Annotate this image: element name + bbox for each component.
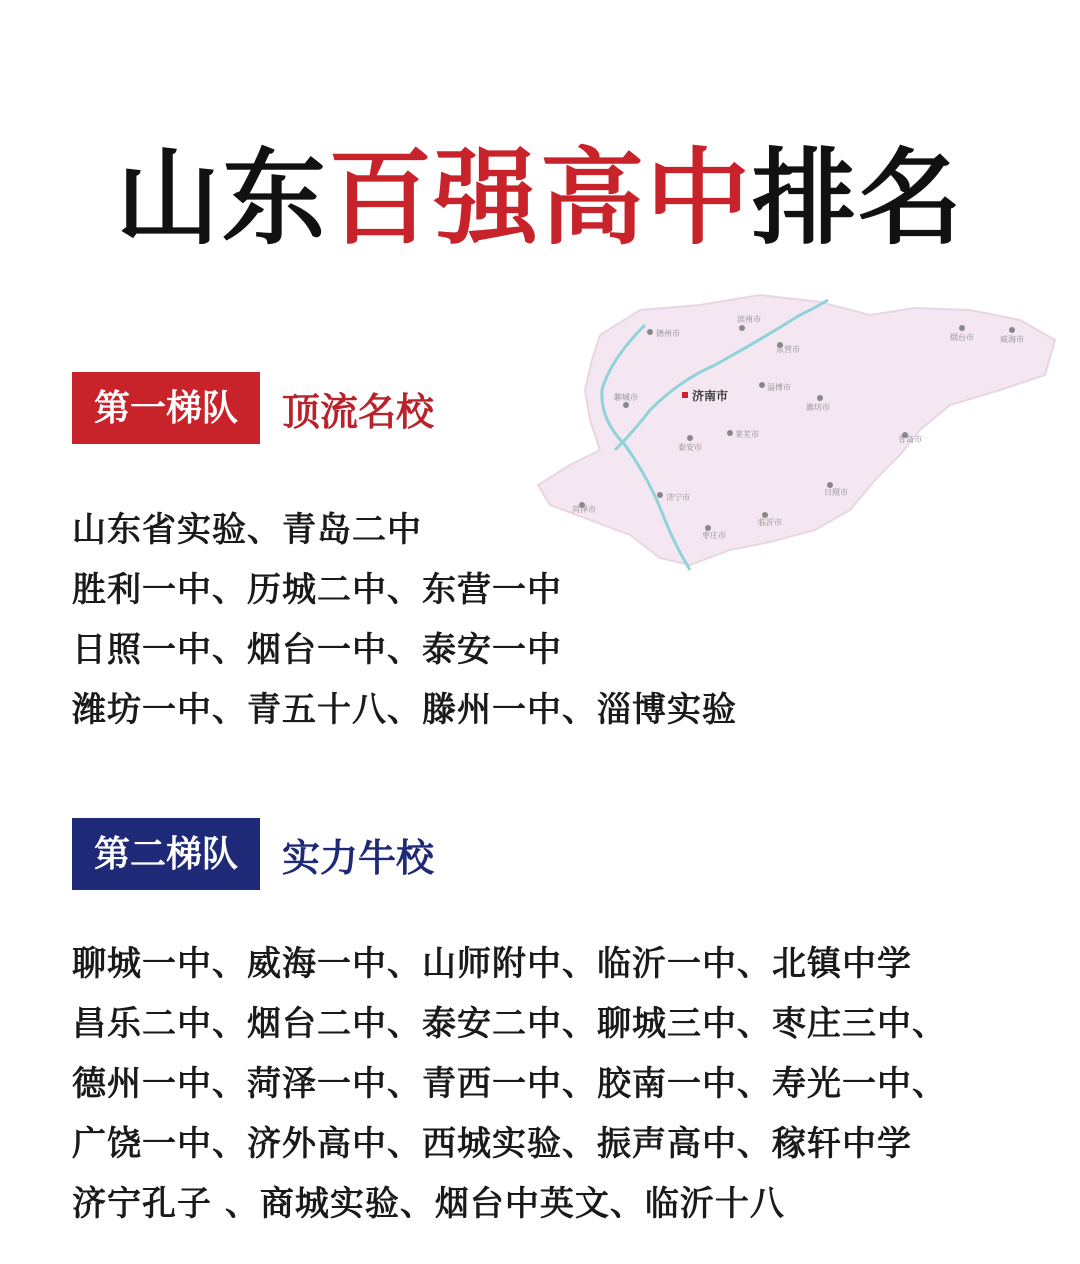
tier1-line: 胜利一中、历城二中、东营一中: [72, 570, 562, 610]
title-part-highlight: 百强高中: [327, 137, 752, 259]
city-label: 烟台市: [950, 333, 974, 342]
city-label: 聊城市: [614, 393, 638, 402]
tier2-line: 广饶一中、济外高中、西城实验、振声高中、稼轩中学: [72, 1124, 912, 1164]
city-label: 日照市: [824, 488, 848, 497]
city-label: 淄博市: [767, 383, 791, 392]
city-label: 济宁市: [666, 493, 690, 502]
city-label: 泰安市: [678, 443, 702, 452]
tier1-header: [72, 372, 434, 444]
tier1-subtitle: 顶流名校: [282, 388, 435, 434]
city-dot: [727, 430, 733, 436]
capital-marker: [682, 392, 688, 398]
city-dot: [687, 435, 693, 441]
tier2-school-list: [72, 934, 947, 1234]
city-dot: [959, 325, 965, 331]
tier2-badge: 第二梯队: [72, 818, 260, 890]
city-dot: [759, 382, 765, 388]
city-label: 滨州市: [737, 315, 761, 324]
city-label: 东营市: [776, 345, 800, 354]
tier1-line: 日照一中、烟台一中、泰安一中: [72, 630, 562, 670]
tier2-line: 济宁孔子 、商城实验、烟台中英文、临沂十八: [72, 1184, 785, 1224]
tier1-line: 潍坊一中、青五十八、滕州一中、淄博实验: [72, 690, 737, 730]
tier1-line: 山东省实验、青岛二中: [72, 510, 422, 550]
city-dot: [739, 325, 745, 331]
city-dot: [623, 402, 629, 408]
tier2-header: [72, 818, 434, 890]
city-label: 枣庄市: [702, 531, 726, 540]
city-dot: [1009, 327, 1015, 333]
city-label: 威海市: [1000, 335, 1024, 344]
city-dot: [657, 492, 663, 498]
city-label: 德州市: [656, 329, 680, 338]
tier2-subtitle: 实力牛校: [282, 834, 435, 880]
city-dot: [817, 395, 823, 401]
capital-label: 济南市: [692, 389, 729, 403]
city-label: 菏泽市: [572, 505, 596, 514]
tier2-line: 昌乐二中、烟台二中、泰安二中、聊城三中、枣庄三中、: [72, 1004, 947, 1044]
tier2-line: 聊城一中、威海一中、山师附中、临沂一中、北镇中学: [72, 944, 912, 984]
city-dot: [647, 329, 653, 335]
tier2-line: 德州一中、菏泽一中、青西一中、胶南一中、寿光一中、: [72, 1064, 947, 1104]
page-title: [0, 128, 1080, 268]
tier1-badge: 第一梯队: [72, 372, 260, 444]
title-part-shandong: 山东: [115, 137, 328, 259]
city-label: 莱芜市: [735, 430, 759, 439]
tier1-school-list: [72, 500, 737, 740]
title-part-ranking: 排名: [752, 137, 965, 259]
city-label: 青岛市: [898, 435, 922, 444]
city-label: 临沂市: [758, 518, 782, 527]
city-label: 潍坊市: [806, 403, 830, 412]
